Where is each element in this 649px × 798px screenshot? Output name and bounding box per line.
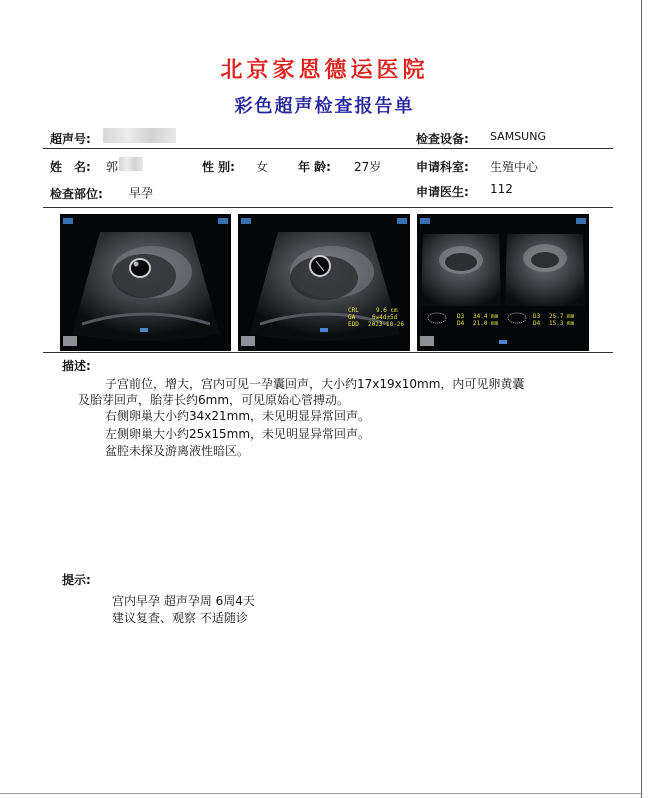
overlay-left-d3-value: 25.7 mm	[549, 313, 575, 320]
description-label: 描述:	[62, 359, 91, 373]
ultrasound-image-2	[238, 214, 410, 351]
overlay-left-d3-label: D3	[533, 313, 541, 320]
ultrasound-scan-1	[60, 214, 231, 351]
overlay-edd-label: EDD	[348, 321, 359, 328]
ultrasound-scan-3	[417, 214, 589, 351]
ultrasound-image-1	[60, 214, 231, 351]
description-line-1: 子宫前位，增大，宫内可见一孕囊回声，大小约17x19x10mm，内可见卵黄囊	[105, 377, 525, 391]
overlay-crl-value: 9.6 cm	[376, 307, 398, 314]
hospital-name: 北京家恩德运医院	[220, 57, 429, 83]
redacted-name	[119, 157, 143, 171]
gender-label: 性 别:	[202, 160, 235, 174]
page-frame-bottom	[0, 793, 642, 794]
patient-name: 郭	[106, 160, 119, 174]
ultrasound-no-label: 超声号:	[50, 132, 91, 146]
exam-site-value: 早孕	[129, 186, 154, 200]
description-line-3: 右侧卵巢大小约34x21mm，未见明显异常回声。	[105, 409, 371, 423]
report-title: 彩色超声检查报告单	[234, 96, 415, 117]
equipment-value: SAMSUNG	[490, 130, 546, 143]
department-value: 生殖中心	[490, 160, 539, 174]
description-line-2: 及胎芽回声，胎芽长约6mm，可见原始心管搏动。	[78, 393, 350, 407]
overlay-crl-label: CRL	[348, 307, 359, 314]
equipment-label: 检查设备:	[416, 132, 469, 146]
conclusion-label: 提示:	[62, 573, 91, 587]
exam-site-label: 检查部位:	[50, 187, 103, 201]
doctor-value: 112	[490, 182, 513, 196]
gender-value: 女	[256, 160, 269, 174]
overlay-ga-label: GA	[348, 314, 356, 321]
overlay-edd-value: 2023-10-26	[368, 321, 405, 328]
age-label: 年 龄:	[298, 160, 331, 174]
ultrasound-scan-2	[238, 214, 410, 351]
header-rule-bottom	[43, 207, 613, 208]
header-rule-top	[43, 148, 613, 149]
overlay-right-d4-value: 21.0 mm	[473, 320, 499, 327]
overlay-left-d4-label: D4	[533, 320, 541, 327]
ultrasound-image-3	[417, 214, 589, 351]
age-value: 27岁	[354, 160, 382, 174]
overlay-right-d4-label: D4	[457, 320, 465, 327]
redacted-ultrasound-no	[103, 128, 176, 143]
overlay-right-d3-label: D3	[457, 313, 465, 320]
images-rule	[43, 352, 613, 353]
page-frame-right	[641, 0, 642, 798]
overlay-right-d3-value: 34.4 mm	[473, 313, 499, 320]
description-line-4: 左侧卵巢大小约25x15mm，未见明显异常回声。	[105, 427, 371, 441]
name-label: 姓 名:	[50, 160, 91, 174]
conclusion-line-1: 宫内早孕 超声孕周 6周4天	[112, 594, 255, 608]
conclusion-line-2: 建议复查、观察 不适随诊	[112, 611, 248, 625]
doctor-label: 申请医生:	[416, 185, 469, 199]
overlay-left-d4-value: 15.3 mm	[549, 320, 575, 327]
overlay-ga-value: 6w4d±5d	[372, 314, 398, 321]
department-label: 申请科室:	[416, 160, 469, 174]
description-line-5: 盆腔未探及游离液性暗区。	[105, 444, 250, 458]
